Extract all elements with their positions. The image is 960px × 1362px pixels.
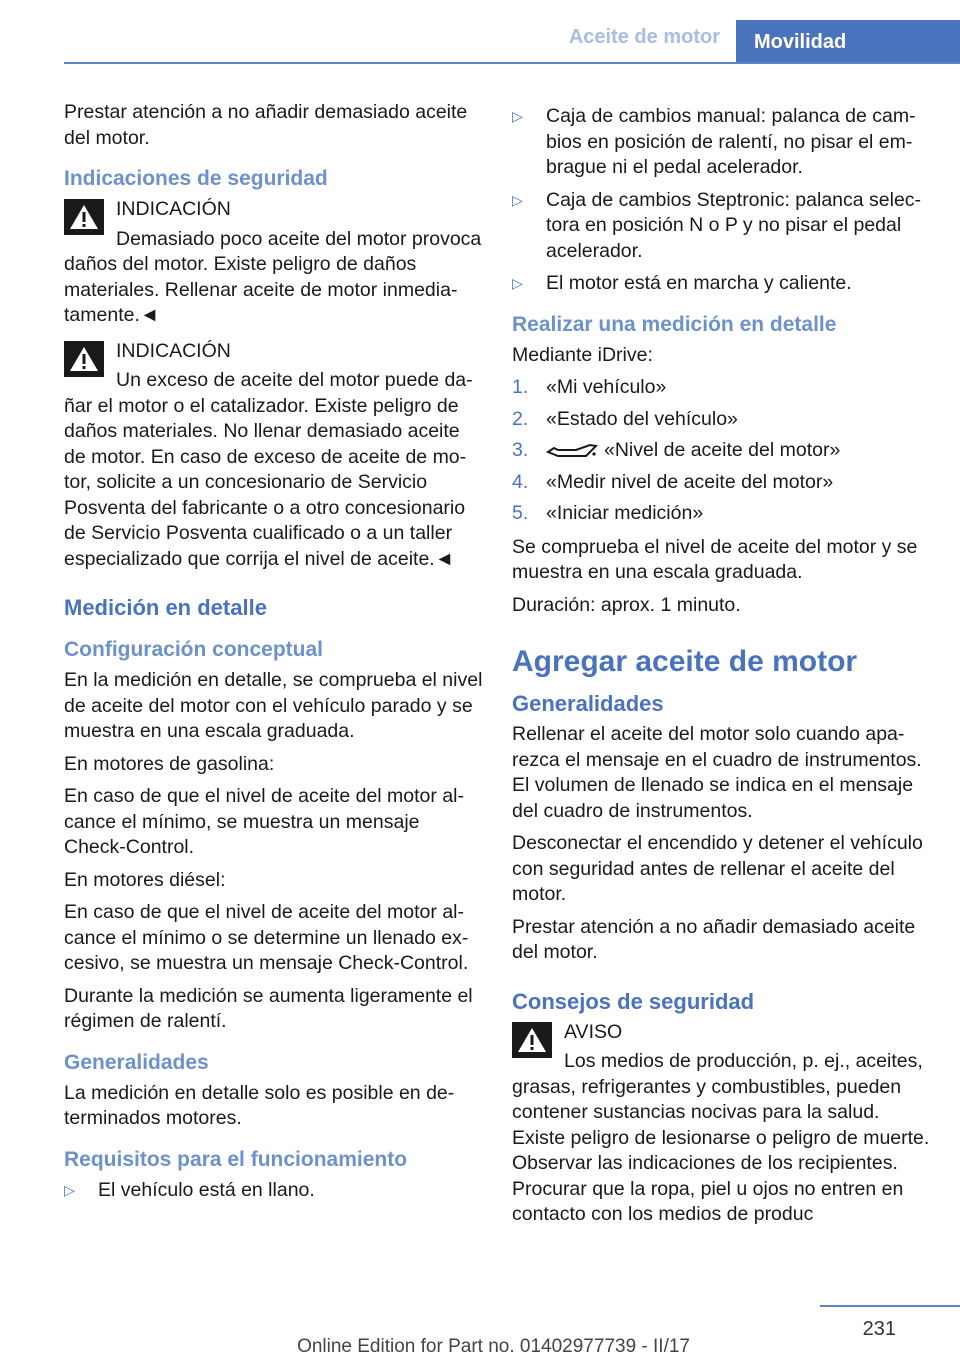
triangle-bullet-icon: ▷: [512, 275, 523, 291]
warning-title: INDICACIÓN: [116, 339, 231, 362]
concept-paragraph: En caso de que el nivel de aceite del motor alcance el mínimo o se determine un llenado excesivo, se muestra un mensaje Check-Control.: [64, 901, 469, 974]
safety-heading: Indicaciones de seguridad: [64, 167, 328, 190]
intro-paragraph: Prestar atención a no añadir demasiado aceite del motor.: [64, 101, 468, 149]
warning-box: [64, 197, 484, 329]
warning-title: AVISO: [564, 1020, 623, 1043]
list-item-text: Caja de cambios Steptronic: palanca selectora en posición N o P y no pisar el pedal acelerador.: [546, 188, 922, 262]
header-chapter-tab: [736, 20, 960, 64]
add-paragraph: Prestar atención a no añadir demasiado aceite del motor.: [512, 915, 916, 963]
detail-heading: Medición en detalle: [64, 595, 267, 620]
list-item-text: El vehículo está en llano.: [98, 1178, 315, 1201]
warning-title: INDICACIÓN: [116, 198, 231, 220]
left-column: [64, 100, 484, 1211]
step-number: 2.: [512, 407, 529, 430]
list-item: [64, 1178, 484, 1204]
step-number: 3.: [512, 439, 529, 461]
warning-triangle-icon: [512, 1022, 552, 1058]
list-item: [512, 104, 936, 181]
concept-paragraph: Durante la medición se aumenta ligeramente el régimen de ralentí.: [64, 984, 473, 1032]
concept-paragraph: En caso de que el nivel de aceite del motor alcance el mínimo, se muestra un mensaje Check-Control.: [64, 785, 464, 858]
header-rule: [64, 62, 960, 64]
requirements-list: [64, 1178, 484, 1204]
step-item: [512, 501, 936, 527]
step-item: [512, 470, 936, 496]
concept-heading: Configuración conceptual: [64, 638, 324, 661]
warning-box: [64, 339, 484, 573]
step-text: «Estado del vehículo»: [546, 407, 738, 430]
concept-paragraph: En motores diésel:: [64, 868, 226, 891]
list-item: [512, 188, 936, 265]
add-paragraph: Rellenar el aceite del motor solo cuando aparezca el mensaje en el cuadro de instrumentos. El volumen de llenado se indica en el mensaje del cuadro de instrumentos.: [512, 723, 922, 822]
warning-box: [512, 1020, 936, 1228]
step-number: 4.: [512, 470, 529, 493]
right-column: [512, 100, 936, 1238]
oil-can-icon: [546, 442, 598, 460]
tips-heading: Consejos de seguridad: [512, 988, 755, 1014]
page-number: 231: [862, 1318, 896, 1340]
requirements-heading: Requisitos para el funcionamiento: [64, 1147, 408, 1171]
steps-list: [512, 375, 936, 527]
concept-paragraph: En motores de gasolina:: [64, 752, 275, 775]
add-general-heading: Generalidades: [512, 691, 664, 716]
triangle-bullet-icon: ▷: [512, 108, 523, 124]
header-chapter-label: Movilidad: [754, 30, 847, 53]
measure-paragraph: Duración: aprox. 1 minuto.: [512, 593, 741, 616]
step-text: «Mi vehículo»: [546, 376, 667, 398]
header-section-title: Aceite de motor: [568, 26, 720, 48]
triangle-bullet-icon: ▷: [64, 1181, 75, 1198]
warning-text: Un exceso de aceite del motor puede dañar el motor o el catalizador. Existe peligro de daños materiales. No llenar demasiado aceite de motor. En caso de exceso de aceite de motor, solicite a un concesionario de Servicio Posventa del fabricante o a otro concesionario de Servicio Posventa cualificado o a un taller especializado que corrija el nivel de aceite.◄: [64, 369, 473, 570]
add-oil-heading: Agregar aceite de motor: [512, 645, 858, 678]
general-paragraph: La medición en detalle solo es posible en determinados motores.: [64, 1081, 455, 1129]
step-text: «Nivel de aceite del motor»: [604, 439, 841, 461]
requirements-list-continued: [512, 104, 936, 297]
step-item: [512, 407, 936, 433]
measure-paragraph: Se comprueba el nivel de aceite del motor y se muestra en una escala graduada.: [512, 535, 918, 583]
list-item: [512, 271, 936, 297]
step-text: «Iniciar medición»: [546, 502, 704, 524]
step-number: 1.: [512, 376, 529, 398]
list-item-text: El motor está en marcha y caliente.: [546, 272, 852, 294]
warning-text: Demasiado poco aceite del motor provoca daños del motor. Existe peligro de daños materiales. Rellenar aceite de motor inmediatamente.◄: [64, 227, 482, 326]
concept-paragraph: En la medición en detalle, se comprueba el nivel de aceite del motor con el vehículo parado y se muestra en una escala graduada.: [64, 669, 483, 742]
list-item-text: Caja de cambios manual: palanca de cambios en posición de ralentí, no pisar el embrague ni el pedal acelerador.: [546, 105, 916, 178]
general-heading: Generalidades: [64, 1050, 209, 1074]
step-item: [512, 438, 936, 464]
triangle-bullet-icon: ▷: [512, 191, 523, 208]
warning-text: Los medios de producción, p. ej., aceites, grasas, refrigerantes y combustibles, pueden contener sustancias nocivas para la salud. Existe peligro de lesionarse o peligro de muerte. Observar las indicaciones de los recipientes. Procurar que la ropa, piel u ojos no entren en contacto con los medios de produc: [512, 1050, 930, 1225]
step-text: «Medir nivel de aceite del motor»: [546, 470, 834, 493]
step-number: 5.: [512, 502, 529, 524]
warning-triangle-icon: [64, 341, 104, 377]
step-item: [512, 375, 936, 401]
warning-triangle-icon: [64, 199, 104, 235]
edition-footer: Online Edition for Part no. 01402977739 - II/17: [297, 1336, 690, 1357]
measure-intro: Mediante iDrive:: [512, 343, 653, 366]
measure-heading: Realizar una medición en detalle: [512, 312, 837, 336]
add-paragraph: Desconectar el encendido y detener el vehículo con seguridad antes de rellenar el aceite del motor.: [512, 832, 923, 905]
footer-rule: [820, 1305, 960, 1307]
